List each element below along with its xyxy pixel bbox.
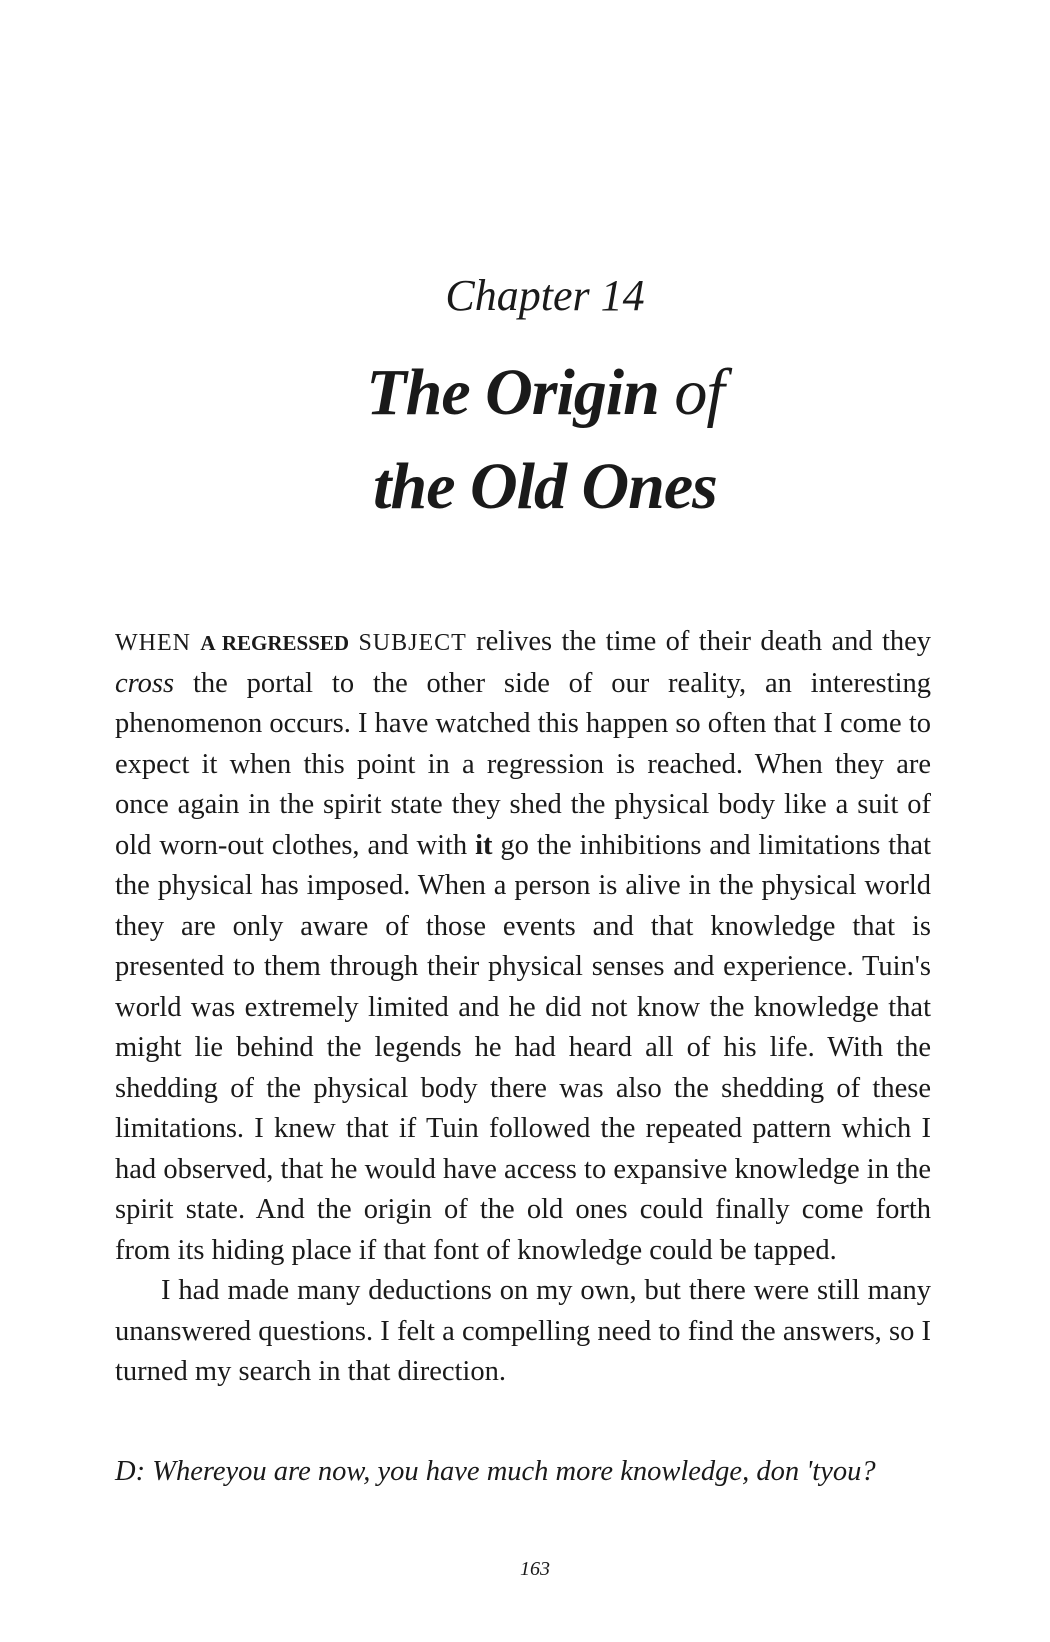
paragraph-1-text-c: go the inhibitions and limitations that the physical has imposed. When a person is alive in the physical world they are only aware of those events and that knowledge that is presented to them through their physical senses and experience. Tuin's world was extremely limited and he did not know the knowledge that might lie behind the legends he had heard all of his life. With the shedding of the physical body there was also the shedding of these limitations. I knew that if Tuin followed the repeated pattern which I had observed, that he would have access to expansive knowledge in the spirit state. And the origin of the old ones could finally come forth from its hiding place if that font of knowledge could be tapped. bbox=[115, 829, 931, 1266]
dialogue-line: D: Whereyou are now, you have much more knowledge, don 'tyou? bbox=[115, 1456, 876, 1487]
paragraph-1-bold-word: it bbox=[475, 829, 493, 861]
paragraph-1 bbox=[115, 622, 931, 1271]
paragraph-1-emphasis: cross bbox=[115, 667, 175, 699]
chapter-title-line-1 bbox=[40, 346, 1050, 440]
lead-in-word-2: A REGRESSED bbox=[200, 631, 350, 655]
chapter-title-main: The Origin bbox=[366, 356, 659, 429]
chapter-title bbox=[0, 346, 1050, 534]
lead-in-word-1: WHEN bbox=[115, 630, 191, 656]
paragraph-1-text-a: relives the time of their death and they bbox=[466, 626, 932, 657]
page-number: 163 bbox=[520, 1558, 550, 1580]
chapter-title-connector: of bbox=[674, 356, 724, 429]
lead-in-word-3: SUBJECT bbox=[358, 630, 467, 656]
paragraph-2: I had made many deductions on my own, but there were still many unanswered questions. I felt a compelling need to find the answers, so I turned my search in that direction. bbox=[115, 1275, 931, 1387]
paragraph-1-text-b: the portal to the other side of our reality, an interesting phenomenon occurs. I have watched this happen so often that I come to expect it when this point in a regression is reached. When they are once again in the spirit state they shed the physical body like a suit of old worn-out clothes, and with bbox=[115, 667, 931, 861]
chapter-label: Chapter 14 bbox=[445, 271, 645, 320]
body-text bbox=[115, 622, 931, 1393]
chapter-title-line-2: the Old Ones bbox=[373, 450, 717, 523]
